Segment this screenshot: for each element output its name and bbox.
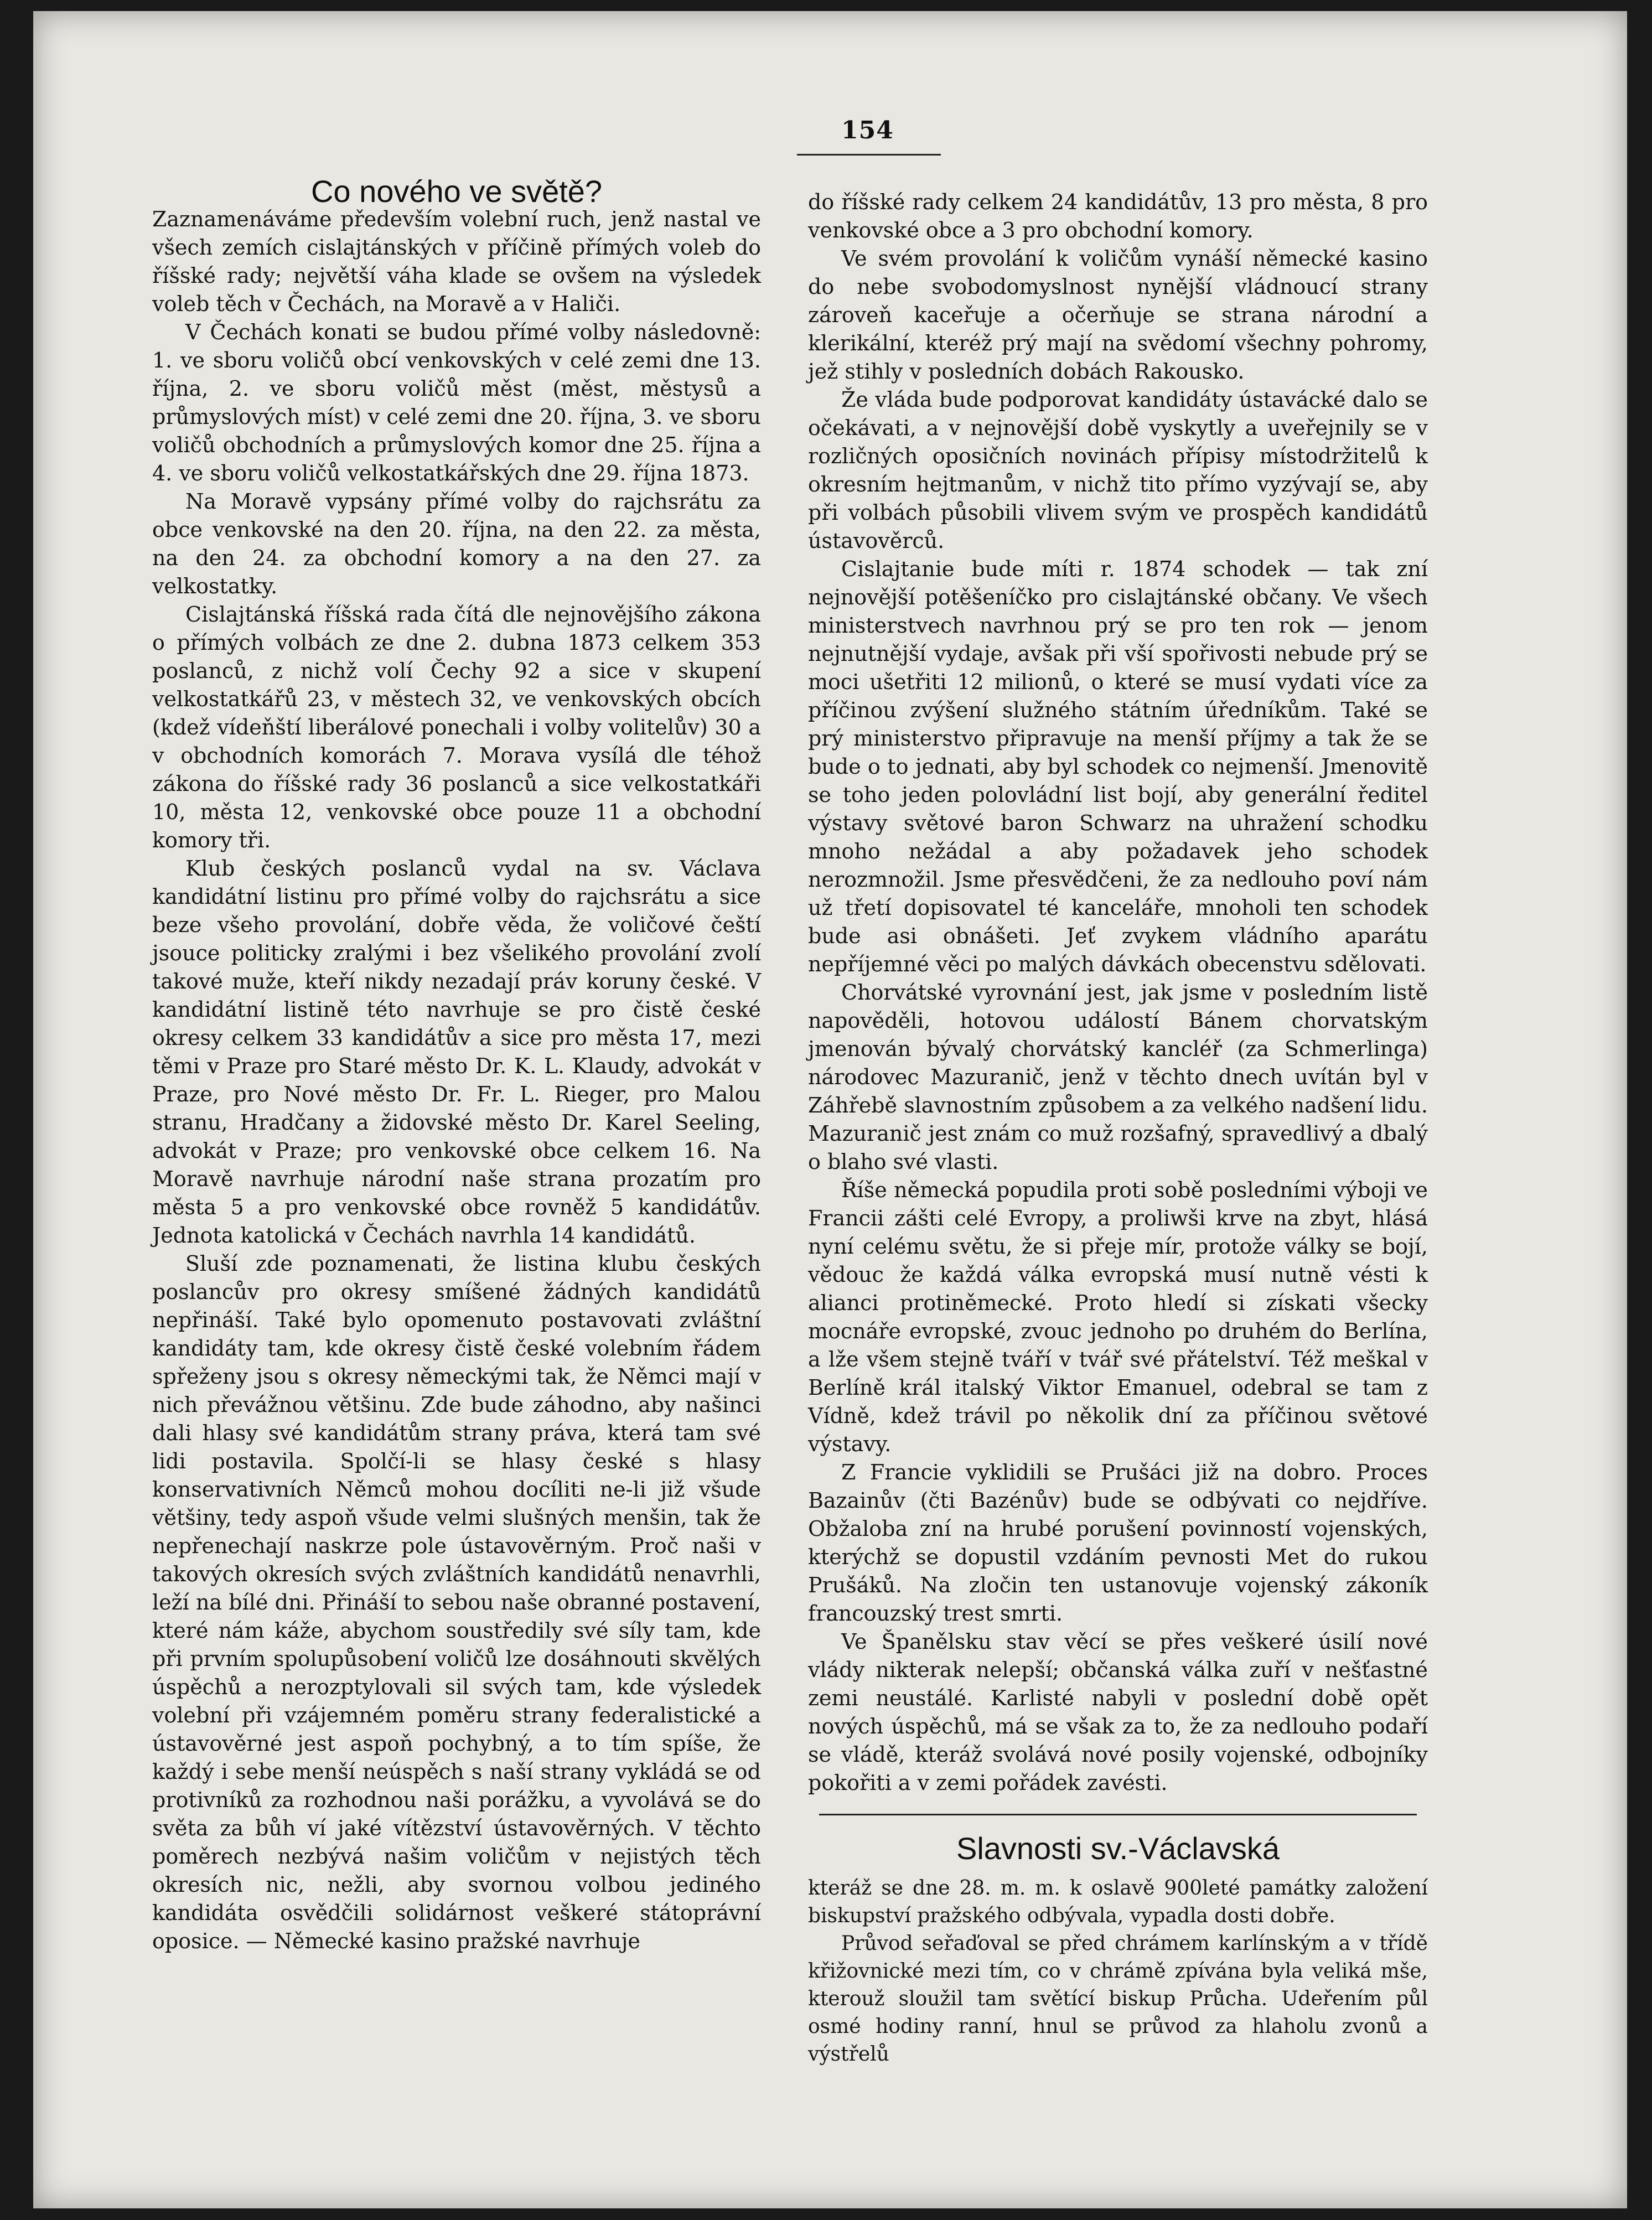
section-heading: Co nového ve světě? [310, 174, 603, 209]
paragraph: V Čechách konati se budou přímé volby následovně: 1. ve sboru voličů obcí venkovských v celé zemi dne 13. října, 2. ve sboru voličů měst (měst, městysů a průmyslových míst) v celé zemi dne 20. října, 3. ve sboru voličů obchodních a průmyslových komor dne 25. října a 4. ve sboru voličů velkostatkářských dne 29. října 1873. [152, 320, 761, 485]
paragraph: Ve svém provolání k voličům vynáší německé kasino do nebe svobodomyslnost nynější vládnoucí strany zároveň kaceřuje a očerňuje se strana národní a klerikální, kteréž prý mají na svědomí všechny pohromy, jež stihly v posledních dobách Rakousko. [808, 246, 1428, 384]
page-number-rule [797, 154, 941, 156]
paragraph: Klub českých poslanců vydal na sv. Václava kandidátní listinu pro přímé volby do rajchsrátu a sice beze všeho provolání, dobře věda, že voličové čeští jsouce politicky zralými i bez všelikého provolání zvolí takové muže, kteří nikdy nezadají práv koruny české. V kandidátní listině této navrhuje se pro čistě české okresy celkem 33 kandidátův a sice pro města 17, mezi těmi v Praze pro Staré město Dr. K. L. Klaudy, advokát v Praze, pro Nové město Dr. Fr. L. Rieger, pro Malou stranu, Hradčany a židovské město Dr. Karel Seeling, advokát v Praze; pro venkovské obce celkem 16. Na Moravě navrhuje národní naše strana prozatím pro města 5 a pro venkovské obce rovněž 5 kandidátův. Jednota katolická v Čechách navrhla 14 kandidátů. [152, 856, 761, 1248]
page-number: 154 [841, 116, 894, 144]
paragraph: Cislajtanie bude míti r. 1874 schodek — tak zní nejnovější potěšeníčko pro cislajtánské občany. Ve všech ministerstvech navrhnou prý se pro ten rok — jenom nejnutnější vydaje, avšak při vší spořivosti nebude prý se moci ušetřiti 12 milionů, o které se musí vydati více za příčinou zvýšení služného státním úředníkům. Také se prý ministerstvo připravuje na menší příjmy a tak že se bude o to jednati, aby byl schodek co nejmenší. Jmenovitě se toho jeden polovládní list bojí, aby generální ředitel výstavy světové baron Schwarz na uhražení schodku mnoho nežádal a aby požadavek jeho schodek nerozmnožil. Jsme přesvědčeni, že za nedlouho poví nám už třetí dopisovatel té kanceláře, mnoholi ten schodek bude asi obnášeti. Jeť zvykem vládního aparátu nepříjemné věci po malých dávkách obecenstvu sdělovati. [808, 557, 1428, 976]
section-divider [819, 1814, 1417, 1815]
paragraph: Z Francie vyklidili se Prušáci již na dobro. Proces Bazainův (čti Bazénův) bude se odbývati co nejdříve. Obžaloba zní na hrubé porušení povinností vojenských, kterýchž se dopustil vzdáním pevnosti Met do rukou Prušáků. Na zločin ten ustanovuje vojenský zákoník francouzský trest smrti. [808, 1460, 1428, 1626]
paragraph: Chorvátské vyrovnání jest, jak jsme v posledním listě napověděli, hotovou událostí Bánem chorvatským jmenován bývalý chorvátský kancléř (za Schmerlinga) národovec Mazuranič, jenž v těchto dnech uvítán byl v Záhřebě slavnostním způsobem a za velkého nadšení lidu. Mazuranič jest znám co muž rozšafný, spravedlivý a dbalý o blaho své vlasti. [808, 980, 1428, 1174]
paragraph: Ve Španělsku stav věcí se přes veškeré úsilí nové vlády nikterak nelepší; občanská válka zuří v nešťastné zemi neustálé. Karlisté nabyli v poslední době opět nových úspěchů, má se však za to, že za nedlouho podaří se vládě, kteráž svolává nové posily vojenské, odbojníky pokořiti a v zemi pořádek zavésti. [808, 1629, 1428, 1795]
paragraph: Říše německá popudila proti sobě posledními výboji ve Francii zášti celé Evropy, a proliwši krve na zbyt, hlásá nyní celému světu, že si přeje mír, protože války se bojí, vědouc že každá válka evropská musí nutně vésti k alianci protiněmecké. Proto hledí si získati všecky mocnáře evropské, zvouc jednoho po druhém do Berlína, a lže všem stejně tváří v tvář své přátelství. Též meškal v Berlíně král italský Viktor Emanuel, odebral se tam z Vídně, kdež trávil po několik dní za příčinou světové výstavy. [808, 1178, 1428, 1456]
paragraph: Průvod seřaďoval se před chrámem karlínským a v třídě křižovnické mezi tím, co v chrámě zpívána byla veliká mše, kterouž sloužil tam světící biskup Průcha. Udeřením půl osmé hodiny ranní, hnul se průvod za hlaholu zvonů a výstřelů [808, 1932, 1428, 2066]
newspaper-page [33, 11, 1627, 2208]
left-column [152, 174, 761, 1955]
paragraph: Na Moravě vypsány přímé volby do rajchsrátu za obce venkovské na den 20. října, na den 22. za města, na den 24. za obchodní komory a na den 27. za velkostatky. [152, 489, 761, 598]
right-column [808, 188, 1428, 2068]
paragraph: do říšské rady celkem 24 kandidátův, 13 pro města, 8 pro venkovské obce a 3 pro obchodní komory. [808, 190, 1428, 242]
paragraph: Cislajtánská říšská rada čítá dle nejnovějšího zákona o přímých volbách ze dne 2. dubna 1873 celkem 353 poslanců, z nichž volí Čechy 92 a sice v skupení velkostatkářů 23, v městech 32, ve venkovských obcích (kdež vídeňští liberálové ponechali i volby volitelův) 30 a v obchodních komorách 7. Morava vysílá dle téhož zákona do říšské rady 36 poslanců a sice velkostatkáři 10, města 12, venkovské obce pouze 11 a obchodní komory tři. [152, 602, 761, 852]
paragraph: Že vláda bude podporovat kandidáty ústavácké dalo se očekávati, a v nejnovější době vyskytly a uveřejnily se v rozličných oposičních novinách přípisy místodržitelů k okresním hejtmanům, v nichž tito přímo vyzývají se, aby při volbách působili vlivem svým ve prospěch kandidátů ústavověrců. [808, 387, 1428, 553]
paragraph: Zaznamenáváme především volební ruch, jenž nastal ve všech zemích cislajtánských v příčině přímých voleb do říšské rady; největší váha klade se ovšem na výsledek voleb těch v Čechách, na Moravě a v Haliči. [152, 207, 761, 316]
subsection-heading: Slavnosti sv.-Václavská [956, 1831, 1280, 1866]
paragraph: Sluší zde poznamenati, že listina klubu českých poslancův pro okresy smíšené žádných kandidátů nepřináší. Také bylo opomenuto postavovati zvláštní kandidáty tam, kde okresy čistě české volebním řádem spřeženy jsou s okresy německými tak, že Němci mají v nich převážnou většinu. Zde bude záhodno, aby našinci dali hlasy své kandidátům strany práva, která tam své lidi postavila. Spolčí-li se hlasy české s hlasy konservativních Němců mohou docíliti ne-li již všude většiny, tedy aspoň všude velmi slušných menšin, tak že nepřenechají naskrze pole ústavověrným. Proč naši v takových okresích svých zvláštních kandidátů nenavrhli, leží na bílé dni. Přináší to sebou naše obranné postavení, které nám káže, abychom soustředily své síly tam, kde při prvním spolupůsobení voličů lze dosáhnouti skvělých úspěchů a nerozptylovali sil svých tam, kde výsledek volební při vzájemném poměru strany federalistické a ústavověrné jest aspoň pochybný, a to tím spíše, že každý i sebe menší neúspěch s naší strany vykládá se od protivníků za rozhodnou naši porážku, a vyvolává se do světa za bůh ví jaké vítězství ústavověrných. V těchto poměrech nezbývá našim voličům v nejistých těch okresích nic, nežli, aby svornou volbou jediného kandidáta osvědčili solidárnost veškeré státoprávní oposice. — Německé kasino pražské navrhuje [152, 1251, 761, 1953]
paragraph: kteráž se dne 28. m. m. k oslavě 900leté památky založení biskupství pražského odbývala, vypadla dosti dobře. [808, 1877, 1428, 1927]
